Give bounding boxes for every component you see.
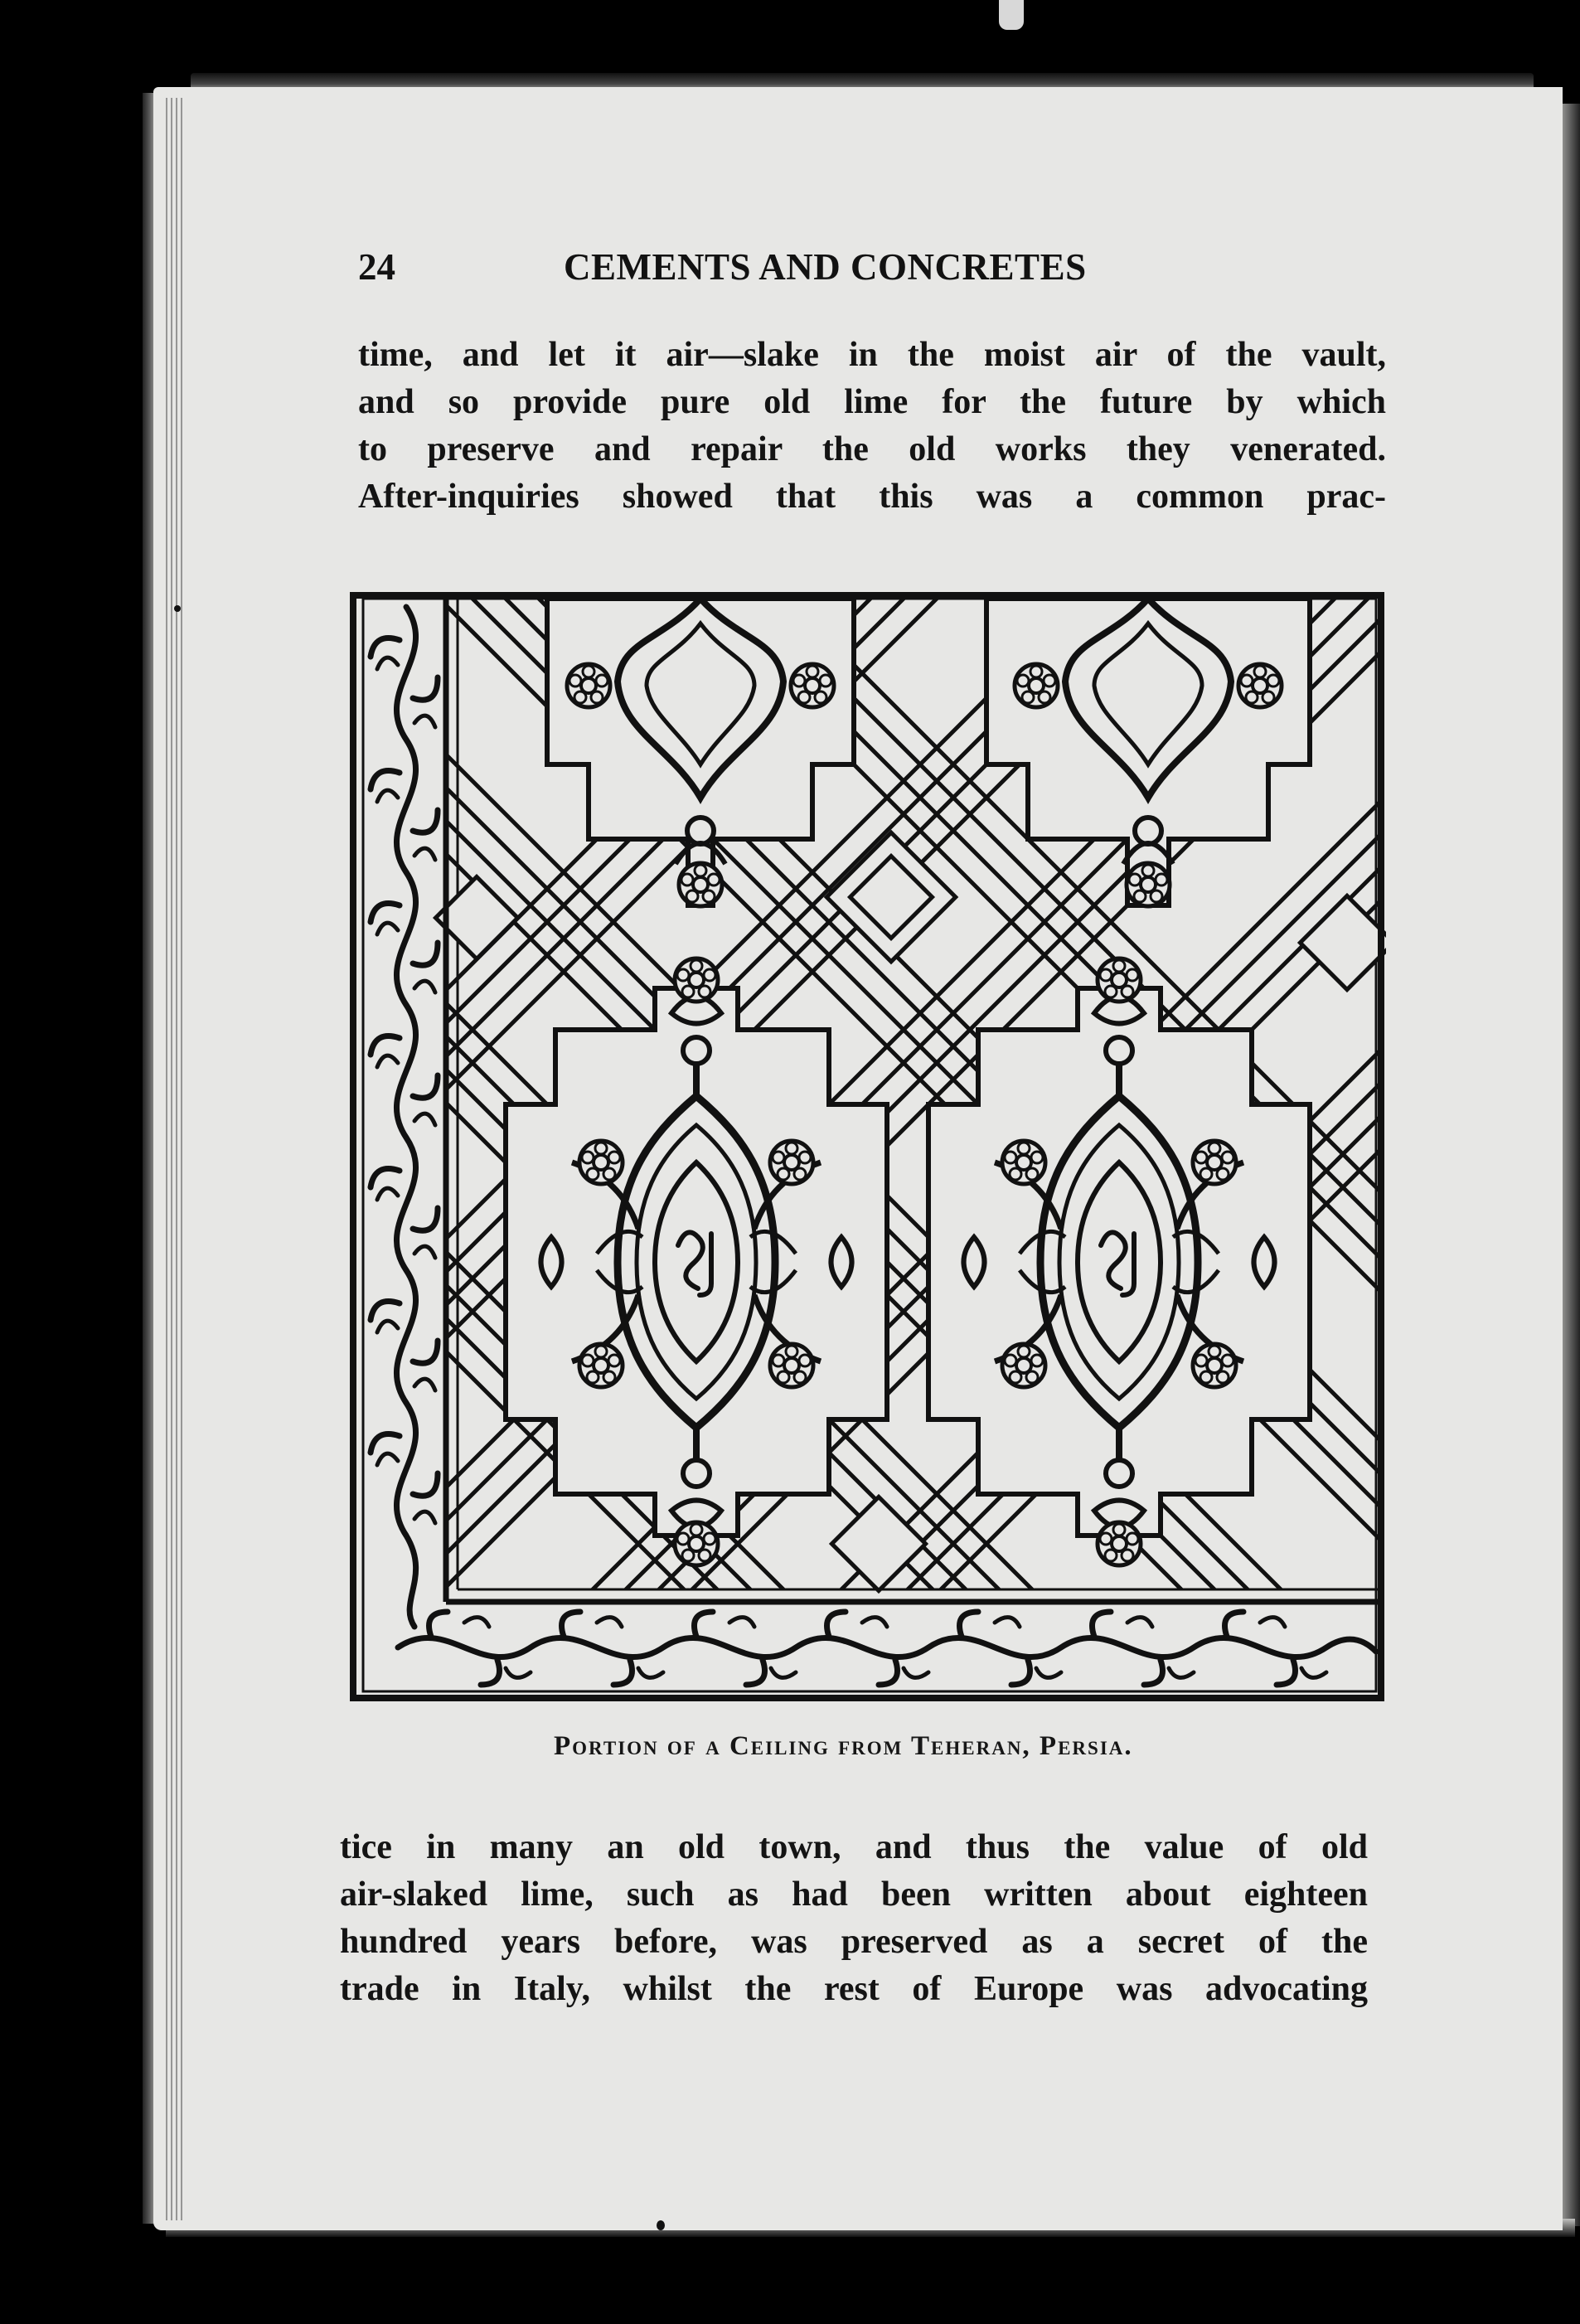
text-line: After-inquiries showed that this was a common prac-	[358, 478, 1386, 516]
running-title: CEMENTS AND CONCRETES	[564, 246, 1087, 288]
scan-speck	[657, 2220, 665, 2230]
text-line: time, and let it air—slake in the moist air of the vault,	[358, 336, 1386, 374]
paragraph-after-figure	[340, 1824, 1368, 2013]
text-line: tice in many an old town, and thus the value of old	[340, 1828, 1368, 1866]
text-line: to preserve and repair the old works they venerated.	[358, 430, 1386, 468]
text-line: and so provide pure old lime for the future by which	[358, 383, 1386, 421]
scan-speck	[174, 605, 181, 612]
scan-edge-mark	[999, 0, 1024, 30]
text-line: hundred years before, was preserved as a secret of the	[340, 1923, 1368, 1961]
ceiling-ornament-illustration	[348, 590, 1386, 1705]
spine-cloth-texture	[166, 98, 182, 2220]
text-line: trade in Italy, whilst the rest of Europe was advocating	[340, 1970, 1368, 2008]
running-head	[358, 245, 1195, 295]
paragraph-before-figure	[358, 332, 1386, 521]
text-line: air-slaked lime, such as had been written about eighteen	[340, 1875, 1368, 1914]
figure-caption: Portion of a Ceiling from Teheran, Persia.	[554, 1731, 1133, 1761]
page-number: 24	[358, 246, 395, 288]
ornament-drawing	[348, 590, 1386, 1705]
